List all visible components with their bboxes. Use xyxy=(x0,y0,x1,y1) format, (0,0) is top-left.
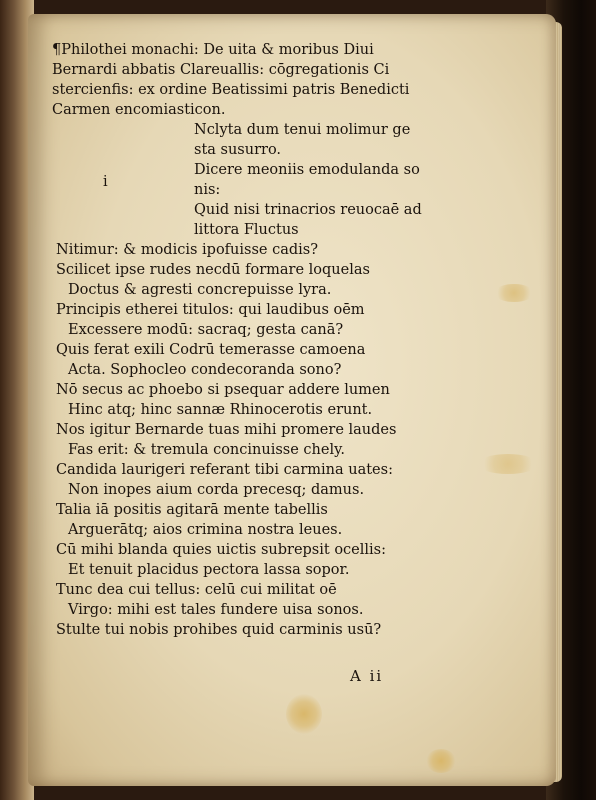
verse-line: Non inopes aium corda precesq; damus. xyxy=(68,482,365,498)
verse-line: Acta. Sophocleo condecoranda sono? xyxy=(68,362,342,378)
verse-line: littora Fluctus xyxy=(194,222,299,238)
verse-line: Cū mihi blanda quies uictis subrepsit ocellis: xyxy=(56,542,386,558)
verse-line: Doctus & agresti concrepuisse lyra. xyxy=(68,282,332,298)
verse-line: Stulte tui nobis prohibes quid carminis usū? xyxy=(56,622,382,638)
verse-line: Nō secus ac phoebo si psequar addere lumen xyxy=(56,382,390,398)
verse-line: Tunc dea cui tellus: celū cui militat oē xyxy=(56,582,337,598)
signature-mark: A ii xyxy=(350,667,384,685)
verse-line: Nos igitur Bernarde tuas mihi promere laudes xyxy=(56,422,397,438)
poem-text xyxy=(52,40,472,640)
verse-line: Quid nisi trinacrios reuocaē ad xyxy=(194,202,422,218)
water-stain xyxy=(478,454,538,474)
verse-line: sta susurro. xyxy=(194,142,282,158)
water-stain xyxy=(426,749,456,773)
verse-line: Dicere meoniis emodulanda so xyxy=(194,162,420,178)
verse-line: Scilicet ipse rudes necdū formare loquelas xyxy=(56,262,370,278)
verse-line: Talia iā positis agitarā mente tabellis xyxy=(56,502,328,518)
verse-line: Nclyta dum tenui molimur ge xyxy=(194,122,411,138)
heading-line: Bernardi abbatis Clareuallis: cōgregationis Ci xyxy=(52,62,390,78)
water-stain xyxy=(494,284,534,302)
verse-line: Nitimur: & modicis ipofuisse cadis? xyxy=(56,242,318,258)
verse-line: Arguerātq; aios crimina nostra leues. xyxy=(68,522,343,538)
verse-line: Principis etherei titulos: qui laudibus oēm xyxy=(56,302,365,318)
heading-line: stercienfis: ex ordine Beatissimi patris Benedicti xyxy=(52,82,410,98)
verse-line: Virgo: mihi est tales fundere uisa sonos. xyxy=(68,602,364,618)
verse-line: Quis ferat exili Codrū temerasse camoena xyxy=(56,342,366,358)
verse-line: Et tenuit placidus pectora lassa sopor. xyxy=(68,562,350,578)
verse-line: Excessere modū: sacraq; gesta canā? xyxy=(68,322,344,338)
verse-line: Candida laurigeri referant tibi carmina uates: xyxy=(56,462,393,478)
verse-line: nis: xyxy=(194,182,221,198)
heading-line: ¶Philothei monachi: De uita & moribus Diui xyxy=(52,42,374,58)
heading-line: Carmen encomiasticon. xyxy=(52,102,226,118)
verse-line: Fas erit: & tremula concinuisse chely. xyxy=(68,442,345,458)
water-stain xyxy=(286,694,322,734)
margin-number: i xyxy=(103,174,108,190)
verse-line: Hinc atq; hinc sannæ Rhinocerotis erunt. xyxy=(68,402,373,418)
